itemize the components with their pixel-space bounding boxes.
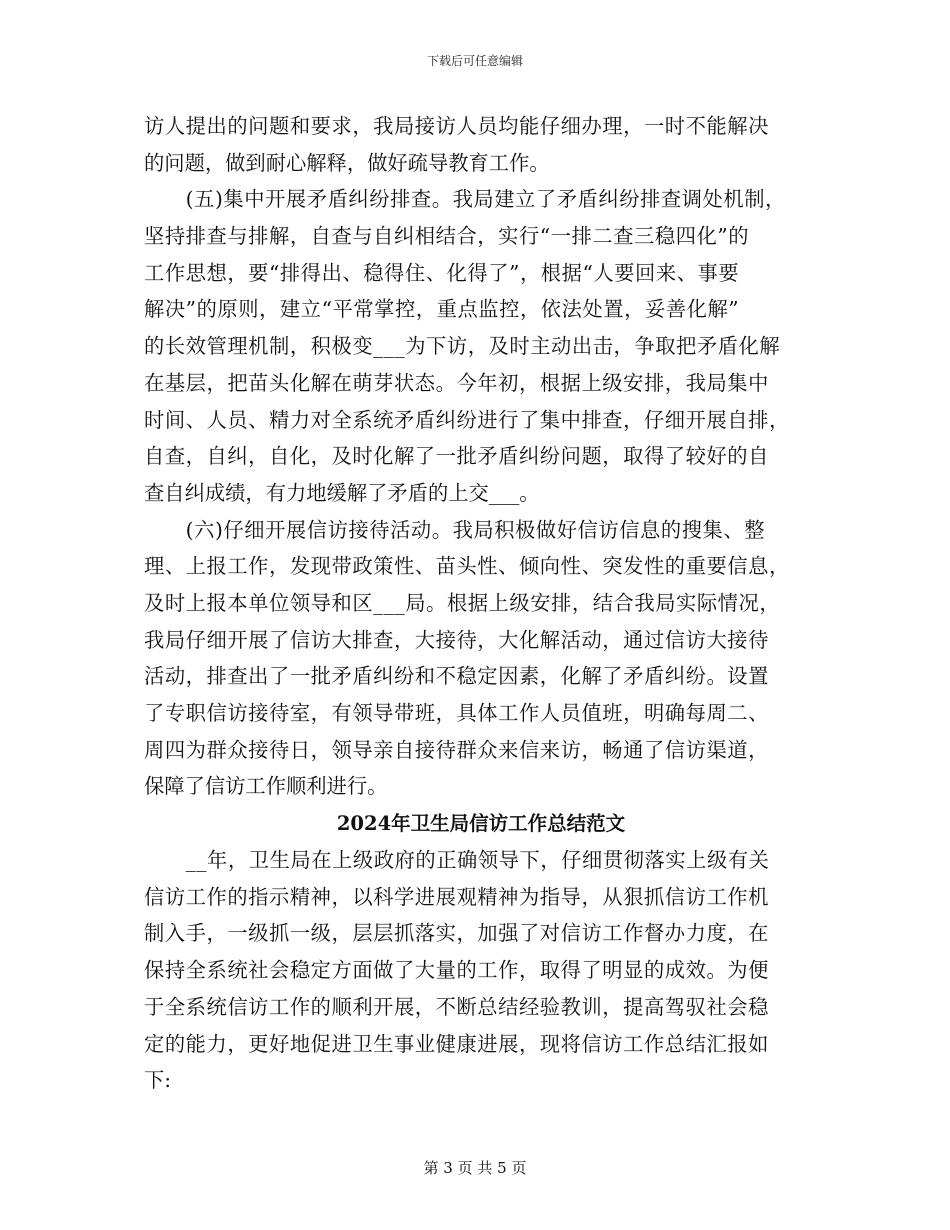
text-line: 及时上报本单位领导和区___局。根据上级安排，结合我局实际情况， — [144, 590, 781, 615]
page-header: 下载后可任意编辑 — [426, 54, 523, 68]
text-line: 下: — [144, 1068, 172, 1093]
text-line: (五)集中开展矛盾纠纷排查。我局建立了矛盾纠纷排查调处机制， — [144, 187, 786, 212]
text-line: 周四为群众接待日，领导亲自接待群众来信来访，畅通了信访渠道， — [144, 737, 769, 762]
text-line: 我局仔细开展了信访大排查，大接待，大化解活动，通过信访大接待 — [144, 627, 769, 652]
text-line: 制入手，一级抓一级，层层抓落实，加强了对信访工作督办力度，在 — [144, 921, 769, 946]
text-line: 了专职信访接待室，有领导带班，具体工作人员值班，明确每周二、 — [144, 701, 769, 725]
text-line: 工作思想，要“排得出、稳得住、化得了”，根据“人要回来、事要 — [144, 260, 740, 285]
paragraph-section-5 — [144, 181, 810, 511]
text-line: 的长效管理机制，积极变___为下访，及时主动出击，争取把矛盾化解 — [144, 334, 781, 359]
paragraph-section-6 — [144, 512, 810, 806]
text-line: 于全系统信访工作的顺利开展，不断总结经验教训，提高驾驭社会稳 — [144, 994, 769, 1019]
paragraph-intro — [144, 842, 810, 1099]
section-title: 2024年卫生局信访工作总结范文 — [336, 812, 626, 836]
text-line: (六)仔细开展信访接待活动。我局积极做好信访信息的搜集、整 — [144, 517, 766, 542]
text-line: 访人提出的问题和要求，我局接访人员均能仔细办理，一时不能解决 — [144, 114, 769, 138]
text-line: 解决”的原则，建立“平常掌控，重点监控，依法处置，妥善化解” — [144, 297, 740, 322]
text-line: 的问题，做到耐心解释，做好疏导教育工作。 — [144, 150, 550, 175]
text-line: 定的能力，更好地促进卫生事业健康进展，现将信访工作总结汇报如 — [144, 1031, 769, 1056]
text-line: 保持全系统社会稳定方面做了大量的工作，取得了明显的成效。为便 — [144, 958, 769, 983]
paragraph-continuation — [144, 108, 810, 181]
text-line: __年，卫生局在上级政府的正确领导下，仔细贯彻落实上级有关 — [144, 848, 770, 873]
text-line: 理、上报工作，发现带政策性、苗头性、倾向性、突发性的重要信息， — [144, 554, 790, 579]
page-footer: 第 3 页 共 5 页 — [423, 1159, 527, 1177]
text-line: 自查，自纠，自化，及时化解了一批矛盾纠纷问题，取得了较好的自 — [144, 444, 769, 469]
text-line: 保障了信访工作顺利进行。 — [144, 774, 388, 799]
text-line: 查自纠成绩，有力地缓解了矛盾的上交___。 — [144, 480, 540, 505]
text-line: 信访工作的指示精神，以科学进展观精神为指导，从狠抓信访工作机 — [144, 884, 769, 909]
document-body — [144, 108, 810, 1099]
text-line: 坚持排查与排解，自查与自纠相结合，实行“一排二查三稳四化”的 — [144, 224, 750, 249]
text-line: 时间、人员、精力对全系统矛盾纠纷进行了集中排查，仔细开展自排， — [144, 407, 790, 432]
text-line: 在基层，把苗头化解在萌芽状态。今年初，根据上级安排，我局集中 — [144, 370, 769, 395]
text-line: 活动，排查出了一批矛盾纠纷和不稳定因素，化解了矛盾纠纷。设置 — [144, 664, 769, 689]
